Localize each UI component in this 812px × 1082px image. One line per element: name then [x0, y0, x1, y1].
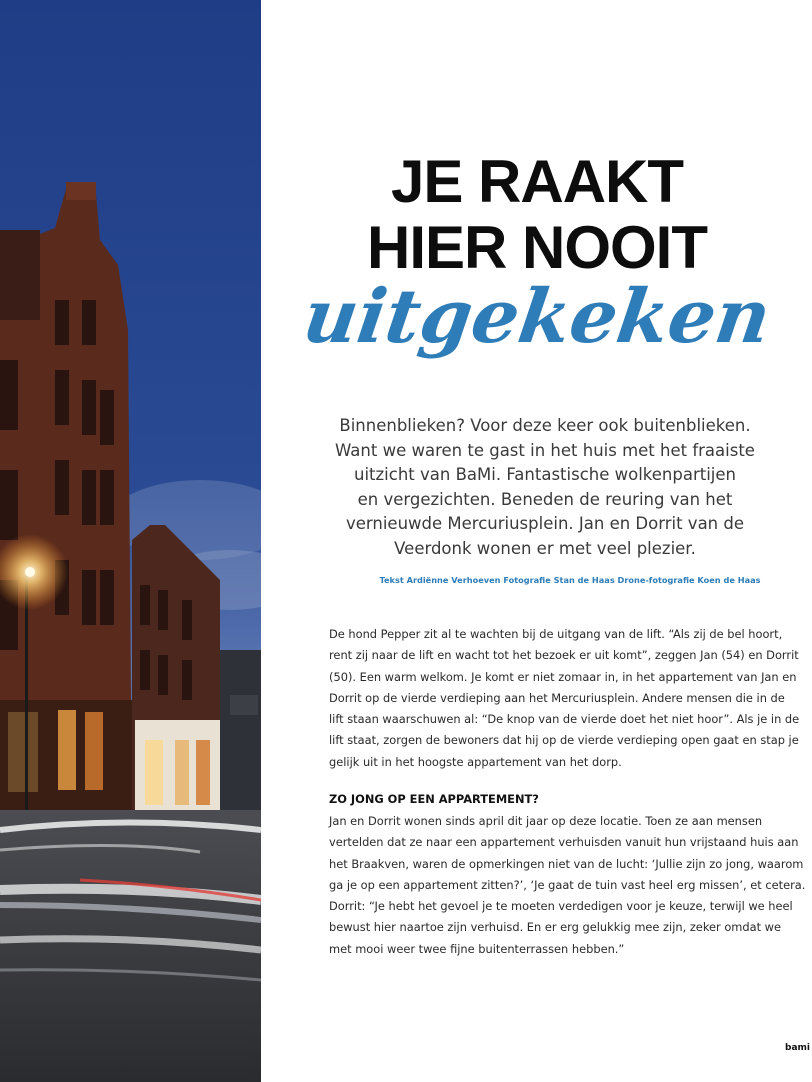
body-line: De hond Pepper zit al te wachten bij de uitgang van de lift. “Als zij de bel hoort, [329, 627, 783, 641]
body-line: ga je op een appartement zitten?’, ‘Je gaat de tuin vast heel erg missen’, et cetera. [329, 877, 806, 892]
lead-line: Veerdonk wonen er met veel plezier. [394, 538, 696, 558]
body-line: bewust hier naartoe zijn verhuisd. En er erg gelukkig mee zijn, zeker omdat we [329, 920, 782, 935]
page-folio: bami [785, 1043, 810, 1053]
body-paragraph-1 [329, 624, 799, 773]
body-line: lift staan waarschuwen al: “De knop van de vierde doet het niet hoor”. Als je in de [329, 712, 800, 727]
headline-line-2: HIER NOOIT [366, 214, 707, 281]
subheading: ZO JONG OP EEN APPARTEMENT? [329, 792, 539, 806]
body-line: Dorrit: “Je hebt het gevoel je te moeten verdedigen voor je keuze, terwijl we heel [329, 899, 793, 914]
body-line: Dorrit op de vierde verdieping aan het Mercuriusplein. Andere mensen die in de [329, 690, 785, 705]
lead-line: uitzicht van BaMi. Fantastische wolkenpartijen [354, 465, 736, 485]
body-line: gelijk uit in het hoogste appartement van het dorp. [329, 754, 622, 769]
credits-line: Tekst Ardiënne Verhoeven Fotografie Stan de Haas Drone-fotografie Koen de Haas [379, 575, 761, 585]
cover-photo-illustration [0, 0, 261, 1082]
body-line: (50). Een warm welkom. Je komt er niet zomaar in, in het appartement van Jan en [329, 669, 797, 684]
body-line: rent zij naar de lift en wacht tot het bezoek er uit komt”, zeggen Jan (54) en Dorrit [329, 648, 799, 663]
body-line: lift staat, zorgen de bewoners dat hij op de vierde verdieping open gaat en stap je [329, 733, 799, 748]
body-line: het Braakven, waren de opmerkingen niet van de lucht: ‘Jullie zijn zo jong, waarom [329, 856, 804, 871]
body-line: vertelden dat ze naar een appartement verhuisden vanuit hun vrijstaand huis aan [329, 835, 799, 850]
lead-line: Binnenblieken? Voor deze keer ook buitenblieken. [339, 416, 751, 435]
lead-line: vernieuwde Mercuriusplein. Jan en Dorrit van de [345, 514, 745, 534]
body-line: met mooi weer twee fijne buitenterrassen hebben.” [329, 941, 625, 956]
body-paragraph-2 [329, 811, 806, 960]
cover-photo [0, 0, 261, 1082]
lead-paragraph [300, 414, 790, 562]
lead-line: en vergezichten. Beneden de reuring van het [357, 489, 733, 509]
headline-script-word: uitgekeken [298, 274, 776, 360]
body-line: Jan en Dorrit wonen sinds april dit jaar op deze locatie. Toen ze aan mensen [329, 814, 763, 828]
lead-line: Want we waren te gast in het huis met het fraaiste [335, 440, 755, 460]
headline-line-1: JE RAAKT [390, 148, 684, 215]
